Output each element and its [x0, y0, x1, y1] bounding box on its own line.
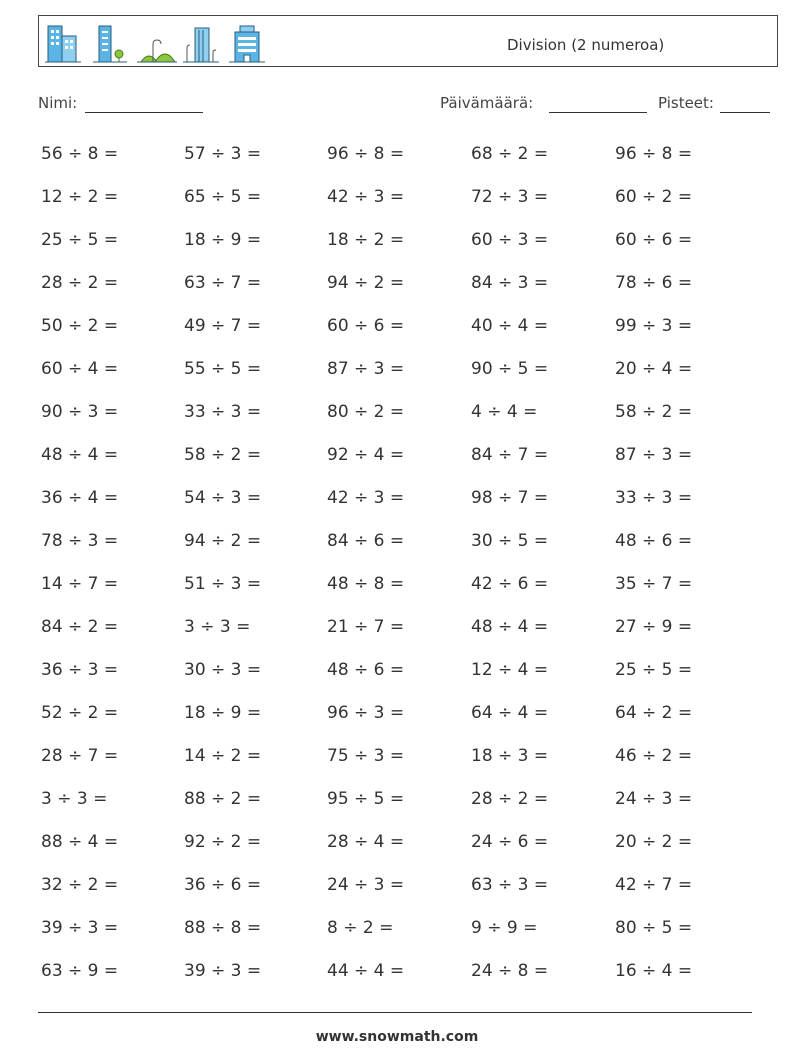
division-problem: 25 ÷ 5 = — [41, 230, 119, 250]
footer-url[interactable]: www.snowmath.com — [315, 1029, 479, 1045]
division-problem: 28 ÷ 7 = — [41, 746, 119, 766]
division-problem: 36 ÷ 3 = — [41, 660, 119, 680]
division-problem: 60 ÷ 3 = — [471, 230, 549, 250]
division-problem: 98 ÷ 7 = — [471, 488, 549, 508]
score-label: Pisteet: — [658, 94, 714, 112]
division-problem: 18 ÷ 2 = — [327, 230, 405, 250]
division-problem: 12 ÷ 2 = — [41, 187, 119, 207]
division-problem: 84 ÷ 6 = — [327, 531, 405, 551]
division-problem: 84 ÷ 3 = — [471, 273, 549, 293]
division-problem: 48 ÷ 6 = — [327, 660, 405, 680]
division-problem: 78 ÷ 3 = — [41, 531, 119, 551]
worksheet-header — [38, 15, 778, 67]
name-label: Nimi: — [38, 94, 78, 112]
division-problem: 40 ÷ 4 = — [471, 316, 549, 336]
division-problem: 36 ÷ 6 = — [184, 875, 262, 895]
division-problem: 44 ÷ 4 = — [327, 961, 405, 981]
division-problem: 18 ÷ 9 = — [184, 230, 262, 250]
division-problem: 21 ÷ 7 = — [327, 617, 405, 637]
division-problem: 60 ÷ 2 = — [615, 187, 693, 207]
division-problem: 20 ÷ 2 = — [615, 832, 693, 852]
division-problem: 18 ÷ 9 = — [184, 703, 262, 723]
division-problem: 84 ÷ 2 = — [41, 617, 119, 637]
division-problem: 27 ÷ 9 = — [615, 617, 693, 637]
division-problem: 63 ÷ 7 = — [184, 273, 262, 293]
division-problem: 65 ÷ 5 = — [184, 187, 262, 207]
division-problem: 87 ÷ 3 = — [615, 445, 693, 465]
division-problem: 96 ÷ 8 = — [615, 144, 693, 164]
division-problem: 42 ÷ 3 = — [327, 488, 405, 508]
division-problem: 80 ÷ 5 = — [615, 918, 693, 938]
division-problem: 9 ÷ 9 = — [471, 918, 538, 938]
division-problem: 14 ÷ 7 = — [41, 574, 119, 594]
division-problem: 84 ÷ 7 = — [471, 445, 549, 465]
division-problem: 30 ÷ 5 = — [471, 531, 549, 551]
division-problem: 96 ÷ 8 = — [327, 144, 405, 164]
division-problem: 90 ÷ 5 = — [471, 359, 549, 379]
division-problem: 28 ÷ 2 = — [471, 789, 549, 809]
city-building-icon — [229, 22, 265, 64]
division-problem: 24 ÷ 8 = — [471, 961, 549, 981]
division-problem: 51 ÷ 3 = — [184, 574, 262, 594]
division-problem: 55 ÷ 5 = — [184, 359, 262, 379]
division-problem: 18 ÷ 3 = — [471, 746, 549, 766]
division-problem: 33 ÷ 3 = — [184, 402, 262, 422]
office-building-icon — [45, 22, 81, 64]
division-problem: 94 ÷ 2 = — [184, 531, 262, 551]
division-problem: 75 ÷ 3 = — [327, 746, 405, 766]
division-problem: 96 ÷ 3 = — [327, 703, 405, 723]
division-problem: 3 ÷ 3 = — [41, 789, 108, 809]
division-problem: 49 ÷ 7 = — [184, 316, 262, 336]
division-problem: 99 ÷ 3 = — [615, 316, 693, 336]
division-problem: 80 ÷ 2 = — [327, 402, 405, 422]
logo-row — [45, 22, 275, 64]
name-field-line[interactable] — [85, 112, 203, 113]
division-problem: 42 ÷ 3 = — [327, 187, 405, 207]
division-problem: 58 ÷ 2 = — [184, 445, 262, 465]
division-problem: 48 ÷ 4 = — [471, 617, 549, 637]
date-field-line[interactable] — [549, 112, 647, 113]
division-problem: 50 ÷ 2 = — [41, 316, 119, 336]
tower-building-icon — [93, 22, 127, 64]
division-problem: 28 ÷ 2 = — [41, 273, 119, 293]
division-problem: 90 ÷ 3 = — [41, 402, 119, 422]
footer-divider — [38, 1012, 752, 1013]
division-problem: 58 ÷ 2 = — [615, 402, 693, 422]
division-problem: 33 ÷ 3 = — [615, 488, 693, 508]
skyscraper-streetlamp-icon — [183, 22, 219, 64]
division-problem: 25 ÷ 5 = — [615, 660, 693, 680]
division-problem: 12 ÷ 4 = — [471, 660, 549, 680]
division-problem: 88 ÷ 2 = — [184, 789, 262, 809]
division-problem: 92 ÷ 4 = — [327, 445, 405, 465]
division-problem: 42 ÷ 7 = — [615, 875, 693, 895]
division-problem: 78 ÷ 6 = — [615, 273, 693, 293]
division-problem: 88 ÷ 4 = — [41, 832, 119, 852]
division-problem: 24 ÷ 3 = — [327, 875, 405, 895]
division-problem: 30 ÷ 3 = — [184, 660, 262, 680]
division-problem: 60 ÷ 4 = — [41, 359, 119, 379]
division-problem: 95 ÷ 5 = — [327, 789, 405, 809]
division-problem: 48 ÷ 4 = — [41, 445, 119, 465]
division-problem: 28 ÷ 4 = — [327, 832, 405, 852]
division-problem: 14 ÷ 2 = — [184, 746, 262, 766]
division-problem: 57 ÷ 3 = — [184, 144, 262, 164]
park-trees-icon — [137, 22, 177, 64]
division-problem: 3 ÷ 3 = — [184, 617, 251, 637]
score-field-line[interactable] — [720, 112, 770, 113]
division-problem: 52 ÷ 2 = — [41, 703, 119, 723]
division-problem: 39 ÷ 3 = — [184, 961, 262, 981]
division-problem: 48 ÷ 6 = — [615, 531, 693, 551]
division-problem: 16 ÷ 4 = — [615, 961, 693, 981]
division-problem: 92 ÷ 2 = — [184, 832, 262, 852]
division-problem: 39 ÷ 3 = — [41, 918, 119, 938]
division-problem: 72 ÷ 3 = — [471, 187, 549, 207]
division-problem: 20 ÷ 4 = — [615, 359, 693, 379]
division-problem: 63 ÷ 3 = — [471, 875, 549, 895]
worksheet-title: Division (2 numeroa) — [507, 36, 665, 54]
division-problem: 36 ÷ 4 = — [41, 488, 119, 508]
division-problem: 4 ÷ 4 = — [471, 402, 538, 422]
division-problem: 54 ÷ 3 = — [184, 488, 262, 508]
division-problem: 46 ÷ 2 = — [615, 746, 693, 766]
division-problem: 56 ÷ 8 = — [41, 144, 119, 164]
division-problem: 35 ÷ 7 = — [615, 574, 693, 594]
division-problem: 24 ÷ 3 = — [615, 789, 693, 809]
division-problem: 63 ÷ 9 = — [41, 961, 119, 981]
division-problem: 94 ÷ 2 = — [327, 273, 405, 293]
division-problem: 32 ÷ 2 = — [41, 875, 119, 895]
division-problem: 42 ÷ 6 = — [471, 574, 549, 594]
division-problem: 24 ÷ 6 = — [471, 832, 549, 852]
division-problem: 68 ÷ 2 = — [471, 144, 549, 164]
division-problem: 64 ÷ 4 = — [471, 703, 549, 723]
division-problem: 60 ÷ 6 = — [615, 230, 693, 250]
division-problem: 60 ÷ 6 = — [327, 316, 405, 336]
division-problem: 88 ÷ 8 = — [184, 918, 262, 938]
division-problem: 87 ÷ 3 = — [327, 359, 405, 379]
division-problem: 64 ÷ 2 = — [615, 703, 693, 723]
division-problem: 8 ÷ 2 = — [327, 918, 394, 938]
date-label: Päivämäärä: — [440, 94, 534, 112]
division-problem: 48 ÷ 8 = — [327, 574, 405, 594]
